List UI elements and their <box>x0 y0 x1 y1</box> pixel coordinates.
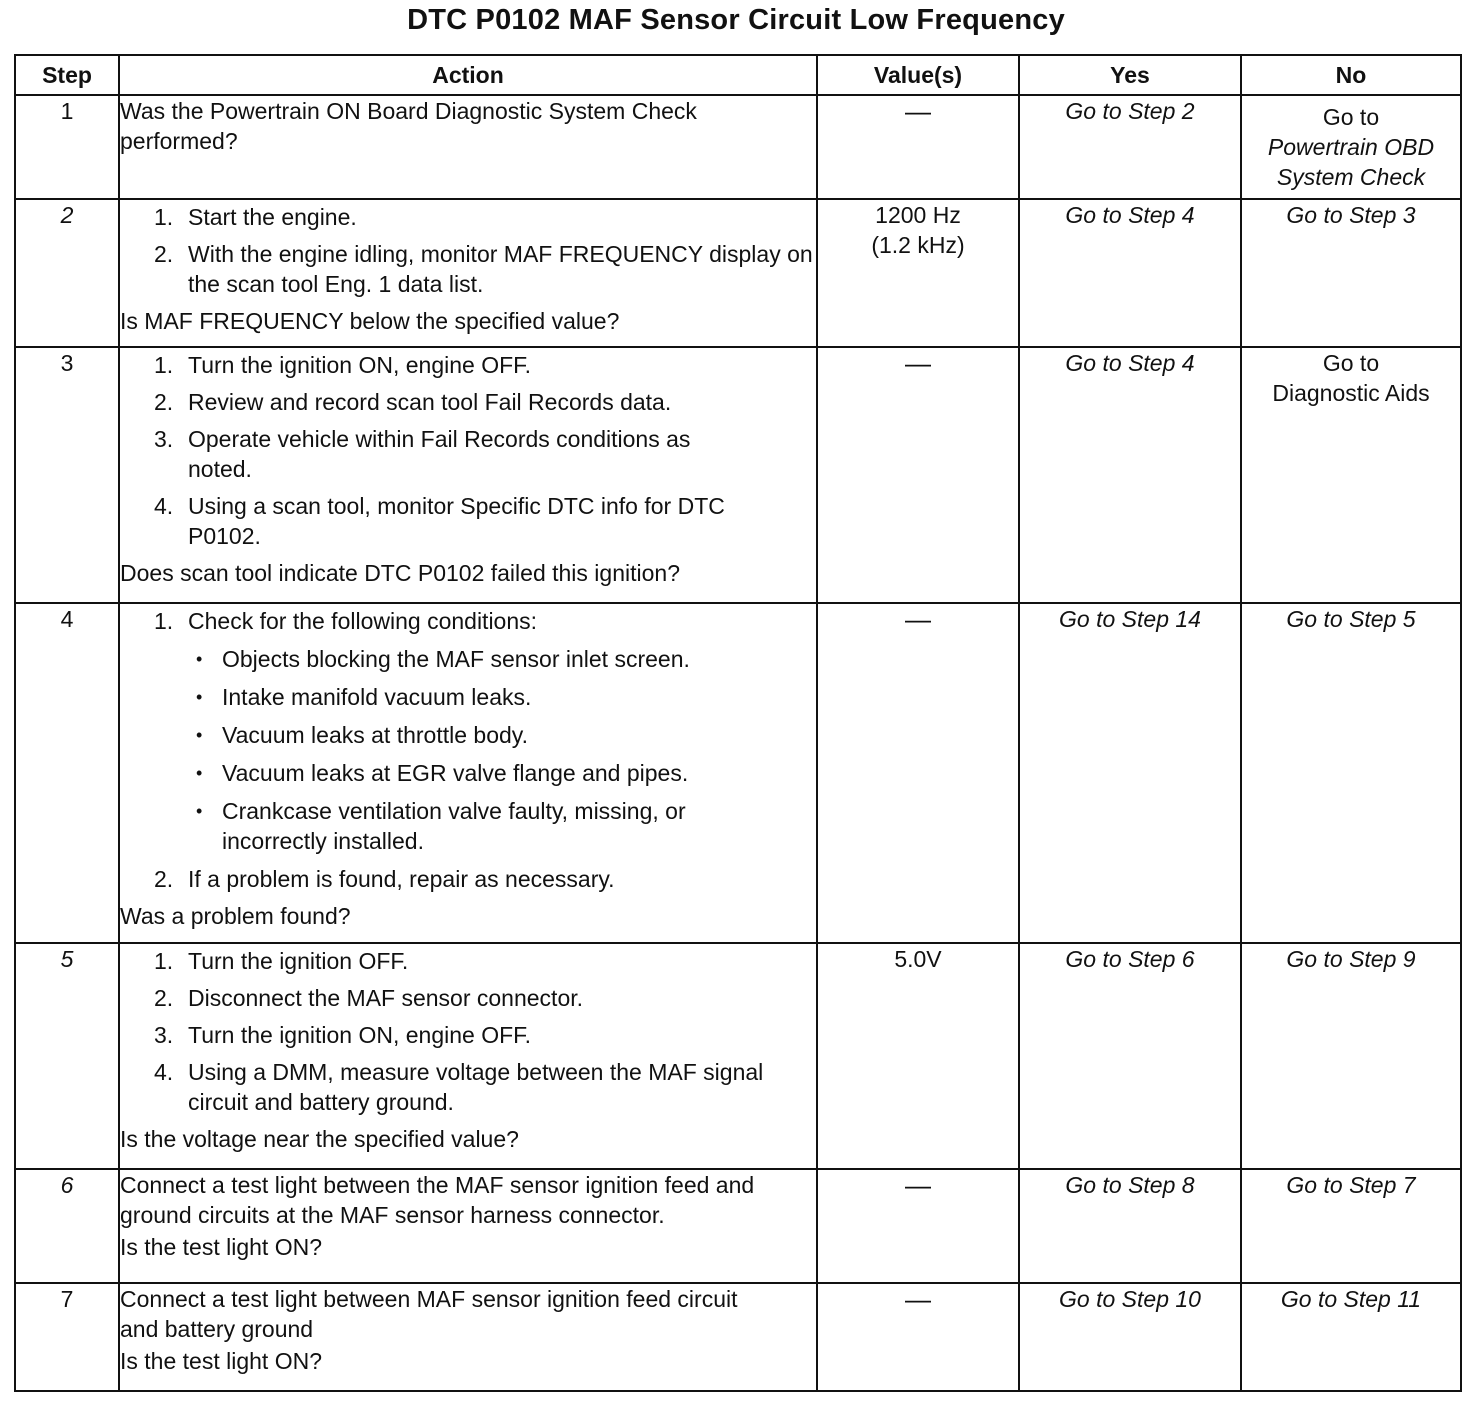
no-cell <box>1241 347 1461 603</box>
diagnostic-table <box>14 54 1462 1392</box>
no-cell: Go to Step 7 <box>1241 1169 1461 1283</box>
step-number: 7 <box>15 1283 119 1391</box>
no-text-line: System Check <box>1276 164 1426 190</box>
column-header-step: Step <box>15 55 119 95</box>
value-text: — <box>905 1170 931 1200</box>
action-question: Is MAF FREQUENCY below the specified value? <box>120 308 620 334</box>
action-step: 2. With the engine idling, monitor MAF FREQUENCY display on the scan tool Eng. 1 data list. <box>154 241 813 297</box>
value-text: — <box>905 96 931 126</box>
condition-list <box>188 644 816 856</box>
action-step: 3. Operate vehicle within Fail Records conditions as noted. <box>154 426 691 482</box>
action-cell <box>119 1169 817 1283</box>
yes-cell: Go to Step 10 <box>1019 1283 1241 1391</box>
action-cell <box>119 603 817 943</box>
no-cell: Go to Step 9 <box>1241 943 1461 1169</box>
no-text-line: Diagnostic Aids <box>1272 380 1430 406</box>
action-steps <box>120 350 816 551</box>
page-title: DTC P0102 MAF Sensor Circuit Low Frequency <box>407 4 1065 36</box>
action-step: 4. Using a scan tool, monitor Specific DTC info for DTC P0102. <box>154 493 725 549</box>
action-step: 4. Using a DMM, measure voltage between the MAF signal circuit and battery ground. <box>154 1059 764 1115</box>
no-text-line: Go to <box>1322 350 1380 376</box>
value-cell <box>817 1169 1019 1283</box>
value-cell <box>817 1283 1019 1391</box>
table-row <box>15 1169 1461 1283</box>
value-cell <box>817 199 1019 347</box>
action-step: 2. Disconnect the MAF sensor connector. <box>154 985 584 1011</box>
action-step: 3. Turn the ignition ON, engine OFF. <box>154 1022 532 1048</box>
no-cell <box>1241 95 1461 199</box>
step-number: 1 <box>15 95 119 199</box>
yes-cell: Go to Step 8 <box>1019 1169 1241 1283</box>
action-step: 1. Start the engine. <box>154 204 357 230</box>
header-row <box>15 55 1461 95</box>
yes-cell: Go to Step 2 <box>1019 95 1241 199</box>
no-cell: Go to Step 5 <box>1241 603 1461 943</box>
column-header-values: Value(s) <box>817 55 1019 95</box>
action-cell <box>119 95 817 199</box>
value-cell <box>817 95 1019 199</box>
action-text: Connect a test light between the MAF sensor ignition feed and ground circuits at the MAF sensor harness connector. <box>120 1172 755 1228</box>
action-text: Connect a test light between MAF sensor ignition feed circuit and battery ground <box>120 1286 738 1342</box>
action-step: 2. Review and record scan tool Fail Records data. <box>154 389 672 415</box>
step-number: 5 <box>15 943 119 1169</box>
column-header-yes: Yes <box>1019 55 1241 95</box>
table-row <box>15 347 1461 603</box>
table-row <box>15 603 1461 943</box>
condition-item: • Vacuum leaks at throttle body. <box>188 720 816 750</box>
column-header-action: Action <box>119 55 817 95</box>
condition-item: • Objects blocking the MAF sensor inlet screen. <box>188 644 816 674</box>
action-cell <box>119 943 817 1169</box>
step-number: 3 <box>15 347 119 603</box>
step-number: 4 <box>15 603 119 943</box>
action-question: Was a problem found? <box>120 903 351 929</box>
yes-cell: Go to Step 4 <box>1019 199 1241 347</box>
value-text: — <box>905 1284 931 1314</box>
action-cell <box>119 199 817 347</box>
table-row <box>15 1283 1461 1391</box>
value-cell: 5.0V <box>817 943 1019 1169</box>
no-text-line: Go to <box>1322 104 1380 130</box>
condition-item: • Crankcase ventilation valve faulty, missing, or incorrectly installed. <box>188 796 816 856</box>
no-text-line: Powertrain OBD <box>1267 134 1435 160</box>
condition-item: • Intake manifold vacuum leaks. <box>188 682 816 712</box>
action-step: 2. If a problem is found, repair as necessary. <box>154 866 615 892</box>
action-question: Does scan tool indicate DTC P0102 failed this ignition? <box>120 560 680 586</box>
action-question: Is the test light ON? <box>120 1234 322 1260</box>
action-text: Was the Powertrain ON Board Diagnostic System Check performed? <box>120 98 697 154</box>
condition-item: • Vacuum leaks at EGR valve flange and pipes. <box>188 758 816 788</box>
action-question: Is the test light ON? <box>120 1348 322 1374</box>
step-number: 6 <box>15 1169 119 1283</box>
action-step: 1. Check for the following conditions: • Objects blocking the MAF sensor inlet screen. • Intake manifold vacuum leaks. • Vacuum leaks at throttle body. • Vacuum leaks at EGR valve flange and pipes. • Crankcase ventilation valve faulty, missing, or incorrectly installed. <box>154 606 816 856</box>
table-row <box>15 95 1461 199</box>
action-steps <box>120 946 816 1117</box>
action-step: 1. Turn the ignition ON, engine OFF. <box>154 352 532 378</box>
yes-cell: Go to Step 14 <box>1019 603 1241 943</box>
action-steps <box>120 202 816 299</box>
yes-cell: Go to Step 4 <box>1019 347 1241 603</box>
value-cell <box>817 603 1019 943</box>
step-number: 2 <box>15 199 119 347</box>
value-text: — <box>905 604 931 634</box>
value-text: — <box>905 348 931 378</box>
yes-cell: Go to Step 6 <box>1019 943 1241 1169</box>
action-steps <box>120 606 816 894</box>
value-text: 1200 Hz <box>875 202 961 228</box>
table-row <box>15 199 1461 347</box>
value-text: (1.2 kHz) <box>871 232 965 258</box>
action-question: Is the voltage near the specified value? <box>120 1126 519 1152</box>
no-cell: Go to Step 3 <box>1241 199 1461 347</box>
table-row <box>15 943 1461 1169</box>
no-cell: Go to Step 11 <box>1241 1283 1461 1391</box>
action-cell <box>119 347 817 603</box>
action-step: 1. Turn the ignition OFF. <box>154 948 409 974</box>
column-header-no: No <box>1241 55 1461 95</box>
action-cell <box>119 1283 817 1391</box>
value-cell <box>817 347 1019 603</box>
